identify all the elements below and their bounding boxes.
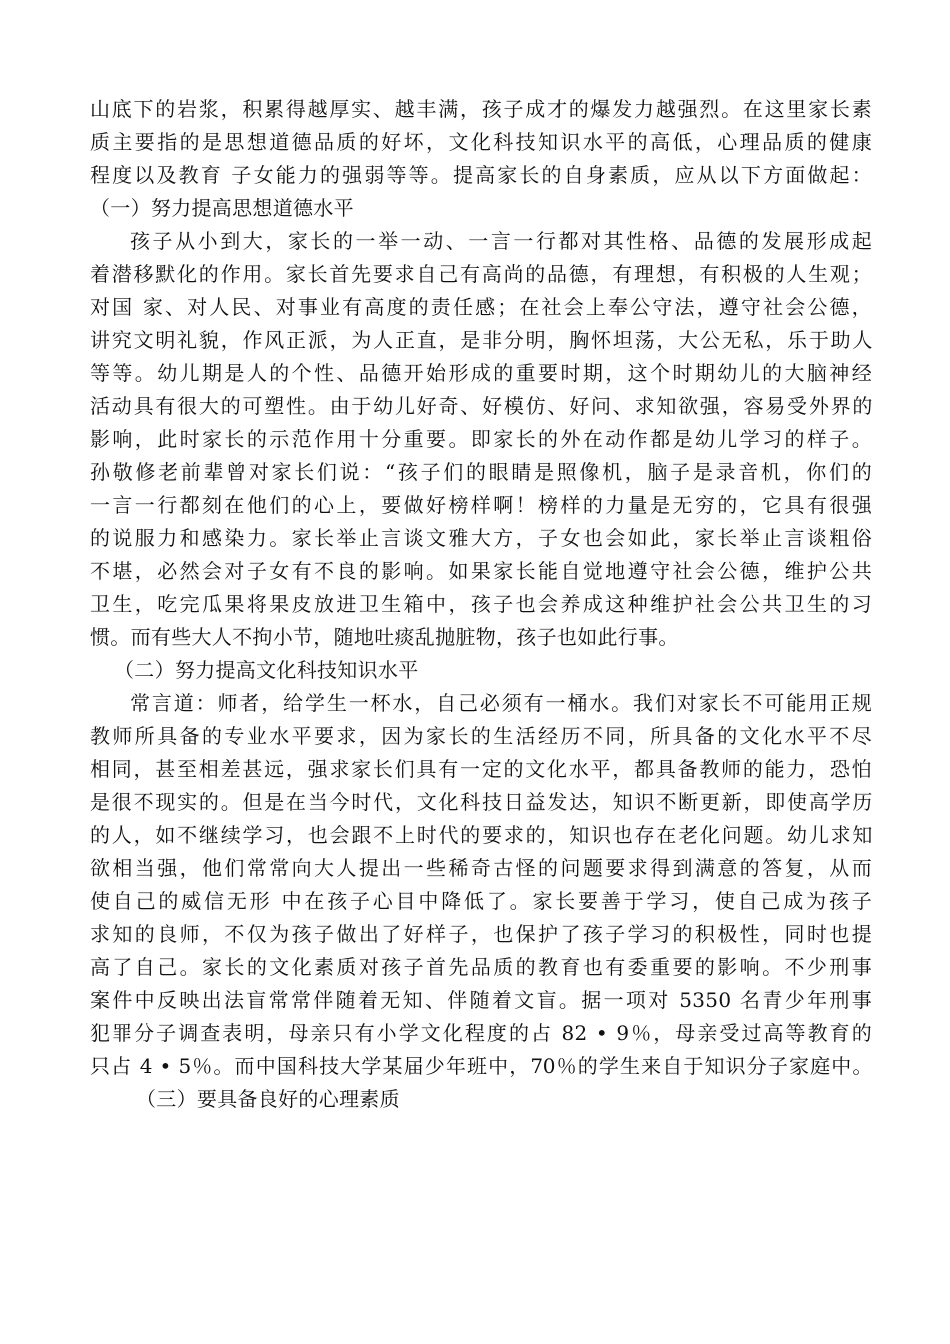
section-heading: （二）努力提高文化科技知识水平: [114, 658, 419, 682]
section-heading: （一）努力提高思想道德水平: [90, 196, 354, 220]
document-page: [90, 93, 872, 1116]
paragraph-line: 犯罪分子调查表明，母亲只有小学文化程度的占 82 • 9％，母亲受过高等教育的: [90, 1021, 872, 1045]
paragraph-line: 山底下的岩浆，积累得越厚实、越丰满，孩子成才的爆发力越强烈。在这里家长素: [90, 97, 872, 121]
paragraph-line: 是很不现实的。但是在当今时代，文化科技日益发达，知识不断更新，即使高学历: [90, 790, 872, 814]
section-heading: （三）要具备良好的心理素质: [136, 1087, 400, 1111]
paragraph-line: 案件中反映出法盲常常伴随着无知、伴随着文盲。据一项对 5350 名青少年刑事: [90, 988, 872, 1012]
paragraph-line: 讲究文明礼貌，作风正派，为人正直，是非分明，胸怀坦荡，大公无私，乐于助人: [90, 328, 872, 352]
paragraph-line: 质主要指的是思想道德品质的好坏，文化科技知识水平的高低，心理品质的健康: [90, 130, 872, 154]
paragraph-line: 影响，此时家长的示范作用十分重要。即家长的外在动作都是幼儿学习的样子。: [90, 427, 872, 451]
paragraph-line: 对国 家、对人民、对事业有高度的责任感；在社会上奉公守法，遵守社会公德，: [90, 295, 872, 319]
paragraph-line: 等等。幼儿期是人的个性、品德开始形成的重要时期，这个时期幼儿的大脑神经: [90, 361, 872, 385]
paragraph-line: 着潜移默化的作用。家长首先要求自己有高尚的品德，有理想，有积极的人生观；: [90, 262, 872, 286]
paragraph-line: 教师所具备的专业水平要求，因为家长的生活经历不同，所具备的文化水平不尽: [90, 724, 872, 748]
paragraph-line: 活动具有很大的可塑性。由于幼儿好奇、好模仿、好问、求知欲强，容易受外界的: [90, 394, 872, 418]
paragraph-line: 只占 4 • 5％。而中国科技大学某届少年班中，70％的学生来自于知识分子家庭中。: [90, 1054, 872, 1078]
paragraph-line: 相同，甚至相差甚远，强求家长们具有一定的文化水平，都具备教师的能力，恐怕: [90, 757, 872, 781]
paragraph-line: 求知的良师，不仅为孩子做出了好样子，也保护了孩子学习的积极性，同时也提: [90, 922, 872, 946]
paragraph-line: 程度以及教育 子女能力的强弱等等。提高家长的自身素质，应从以下方面做起：: [90, 163, 872, 187]
paragraph-line: 孙敬修老前辈曾对家长们说：“孩子们的眼睛是照像机，脑子是录音机，你们的: [90, 460, 872, 484]
paragraph-line: 惯。而有些大人不拘小节，随地吐痰乱抛脏物，孩子也如此行事。: [90, 625, 679, 649]
paragraph-line: 不堪，必然会对子女有不良的影响。如果家长能自觉地遵守社会公德，维护公共: [90, 559, 872, 583]
paragraph-line: 一言一行都刻在他们的心上，要做好榜样啊！榜样的力量是无穷的，它具有很强: [90, 493, 872, 517]
paragraph-line: 的人，如不继续学习，也会跟不上时代的要求的，知识也存在老化问题。幼儿求知: [90, 823, 872, 847]
paragraph-line: 的说服力和感染力。家长举止言谈文雅大方，子女也会如此，家长举止言谈粗俗: [90, 526, 872, 550]
paragraph-line: 卫生，吃完瓜果将果皮放进卫生箱中，孩子也会养成这种维护社会公共卫生的习: [90, 592, 872, 616]
paragraph-line: 常言道：师者，给学生一杯水，自己必须有一桶水。我们对家长不可能用正规: [130, 691, 872, 715]
paragraph-line: 孩子从小到大，家长的一举一动、一言一行都对其性格、品德的发展形成起: [130, 229, 872, 253]
paragraph-line: 使自己的威信无形 中在孩子心目中降低了。家长要善于学习，使自己成为孩子: [90, 889, 872, 913]
paragraph-line: 欲相当强，他们常常向大人提出一些稀奇古怪的问题要求得到满意的答复，从而: [90, 856, 872, 880]
paragraph-line: 高了自己。家长的文化素质对孩子首先品质的教育也有委重要的影响。不少刑事: [90, 955, 872, 979]
